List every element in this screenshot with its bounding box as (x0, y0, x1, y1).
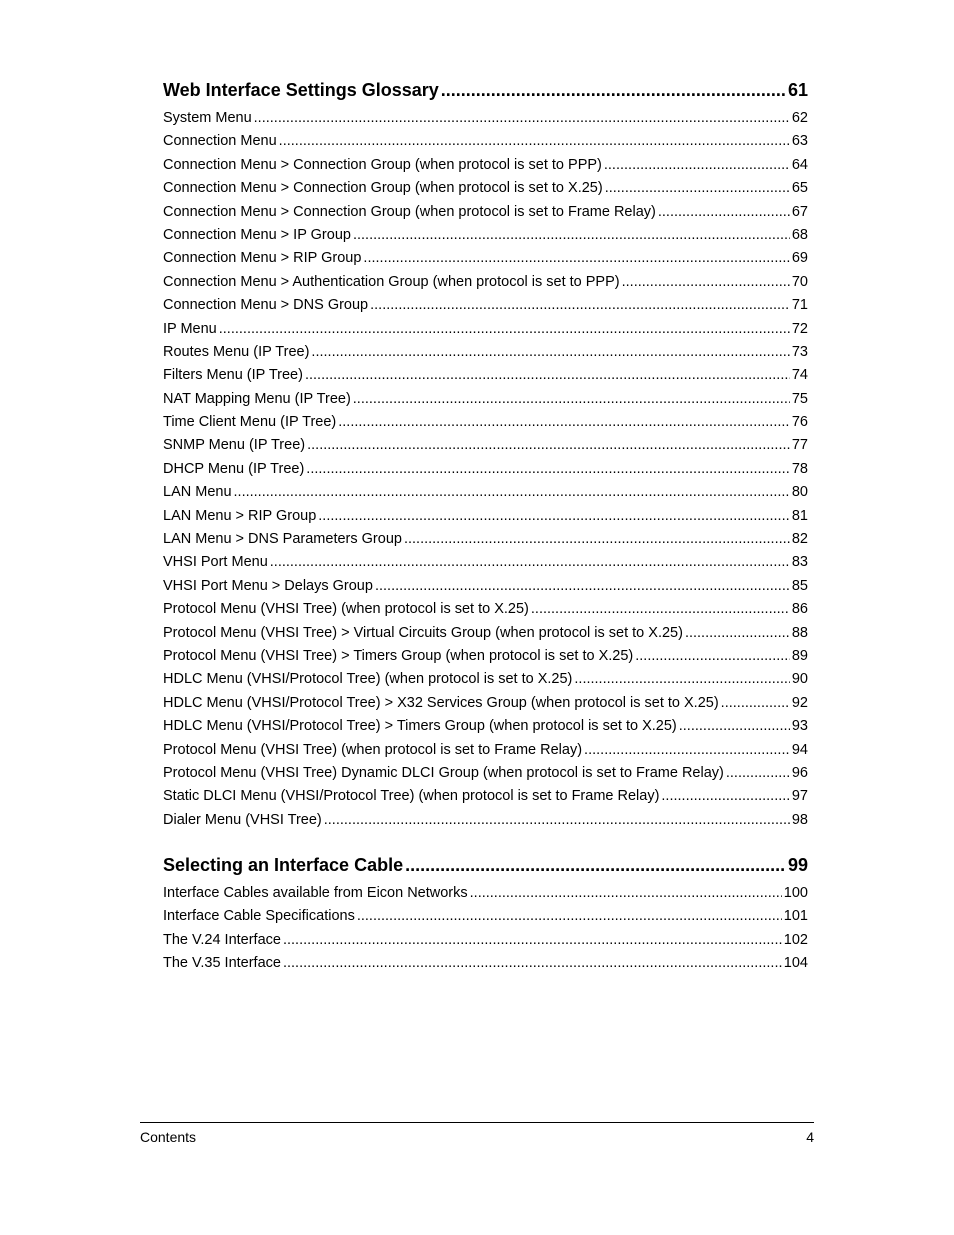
dot-leader (405, 853, 786, 877)
toc-entry[interactable] (163, 952, 808, 975)
toc-entry-page: 69 (791, 250, 808, 267)
toc-entry-page: 96 (791, 764, 808, 781)
toc-entry[interactable] (163, 177, 808, 200)
toc-heading-link[interactable] (163, 853, 808, 877)
dot-leader (685, 622, 790, 645)
toc-entry[interactable] (163, 551, 808, 574)
toc-entry-label: Dialer Menu (VHSI Tree) (163, 811, 322, 828)
toc-entry-label: Connection Menu > IP Group (163, 226, 351, 243)
toc-heading-page: 61 (787, 80, 808, 100)
toc-entry-label: System Menu (163, 110, 252, 126)
dot-leader (375, 575, 790, 598)
toc-entry-label: HDLC Menu (VHSI/Protocol Tree) (when protocol is set to X.25) (163, 671, 573, 688)
footer-section-name: Contents (140, 1129, 197, 1145)
toc-entry-page: 80 (791, 484, 808, 501)
toc-entry-page: 78 (791, 460, 808, 477)
dot-leader (338, 411, 790, 434)
toc-heading-title: Web Interface Settings Glossary (163, 80, 439, 100)
toc-entry-page: 75 (791, 390, 808, 407)
toc-entry-label: LAN Menu (163, 484, 232, 501)
toc-entry-page: 70 (791, 273, 808, 290)
toc-entry[interactable] (163, 154, 808, 177)
dot-leader (370, 294, 790, 317)
toc-entry[interactable] (163, 598, 808, 621)
dot-leader (661, 785, 789, 808)
dot-leader (531, 598, 790, 621)
toc-entry[interactable] (163, 318, 808, 341)
toc-entry[interactable] (163, 528, 808, 551)
toc-entry-label: SNMP Menu (IP Tree) (163, 437, 306, 454)
toc-entry[interactable] (163, 341, 808, 364)
toc-entry-page: 101 (783, 908, 808, 925)
toc-entry-label: Interface Cable Specifications (163, 908, 355, 925)
dot-leader (307, 434, 790, 457)
toc-entry-page: 90 (791, 671, 808, 688)
toc-entry[interactable] (163, 739, 808, 762)
toc-entry-page: 73 (791, 343, 808, 360)
toc-entry-label: DHCP Menu (IP Tree) (163, 460, 305, 477)
toc-entry-page: 81 (791, 507, 808, 524)
dot-leader (363, 247, 789, 270)
toc-entry-label: VHSI Port Menu > Delays Group (163, 577, 373, 594)
toc-entry[interactable] (163, 622, 808, 645)
toc-entry-label: Protocol Menu (VHSI Tree) > Virtual Circuits Group (when protocol is set to X.25) (163, 624, 683, 641)
toc-entry-label: Connection Menu > Connection Group (when protocol is set to Frame Relay) (163, 203, 656, 220)
toc-entry[interactable] (163, 481, 808, 504)
dot-leader (254, 107, 790, 130)
toc-entry[interactable] (163, 411, 808, 434)
dot-leader (357, 905, 782, 928)
toc-entry-label: LAN Menu > RIP Group (163, 507, 317, 524)
toc-entry-label: The V.24 Interface (163, 931, 281, 948)
dot-leader (721, 692, 790, 715)
dot-leader (470, 882, 782, 905)
toc-entry-page: 68 (791, 226, 808, 243)
toc-entry-page: 97 (791, 788, 808, 805)
dot-leader (279, 130, 790, 153)
toc-entry[interactable] (163, 434, 808, 457)
dot-leader (726, 762, 790, 785)
toc-entry-page: 83 (791, 554, 808, 571)
toc-entry-page: 102 (783, 931, 808, 948)
toc-entry[interactable] (163, 294, 808, 317)
toc-entry-page: 93 (791, 718, 808, 735)
footer-page-number: 4 (806, 1129, 814, 1145)
dot-leader (353, 224, 790, 247)
dot-leader (441, 78, 786, 102)
toc-entry-page: 64 (791, 156, 808, 173)
toc-entry-page: 65 (791, 180, 808, 197)
dot-leader (622, 271, 790, 294)
dot-leader (318, 505, 790, 528)
toc-entry-page: 85 (791, 577, 808, 594)
dot-leader (283, 952, 782, 975)
toc-entry[interactable] (163, 107, 808, 130)
toc-entry[interactable] (163, 271, 808, 294)
toc-heading-page: 99 (787, 855, 808, 875)
toc-entry-page: 77 (791, 437, 808, 454)
toc-heading-title: Selecting an Interface Cable (163, 855, 404, 875)
toc-entry-page: 98 (791, 811, 808, 828)
toc-section-interface-cable (163, 853, 808, 976)
toc-entry-label: HDLC Menu (VHSI/Protocol Tree) > X32 Services Group (when protocol is set to X.25) (163, 694, 719, 711)
toc-entry-label: Connection Menu (163, 133, 277, 150)
toc-entry-page: 62 (791, 110, 808, 126)
toc-section-glossary (163, 78, 808, 832)
toc-entry[interactable] (163, 247, 808, 270)
dot-leader (584, 739, 790, 762)
dot-leader (219, 318, 790, 341)
toc-entry-label: Protocol Menu (VHSI Tree) > Timers Group (when protocol is set to X.25) (163, 647, 634, 664)
toc-entry-label: Connection Menu > Authentication Group (when protocol is set to PPP) (163, 273, 620, 290)
toc-entry-page: 104 (783, 955, 808, 972)
toc-entry[interactable] (163, 201, 808, 224)
dot-leader (605, 177, 790, 200)
toc-entry-label: Connection Menu > RIP Group (163, 250, 362, 267)
toc-entry-page: 67 (791, 203, 808, 220)
dot-leader (234, 481, 790, 504)
toc-entry-label: Static DLCI Menu (VHSI/Protocol Tree) (when protocol is set to Frame Relay) (163, 788, 660, 805)
toc-entry-page: 92 (791, 694, 808, 711)
dot-leader (679, 715, 790, 738)
toc-entry-page: 89 (791, 647, 808, 664)
toc-entry[interactable] (163, 715, 808, 738)
toc-entry-label: Protocol Menu (VHSI Tree) (when protocol is set to Frame Relay) (163, 741, 583, 758)
toc-entry[interactable] (163, 668, 808, 691)
toc-entry-label: NAT Mapping Menu (IP Tree) (163, 390, 351, 407)
toc-entry[interactable] (163, 882, 808, 905)
toc-entry-label: LAN Menu > DNS Parameters Group (163, 531, 402, 548)
toc-entry[interactable] (163, 905, 808, 928)
toc-entry-page: 76 (791, 414, 808, 431)
dot-leader (658, 201, 790, 224)
toc-entry-page: 63 (791, 133, 808, 150)
dot-leader (635, 645, 790, 668)
toc-heading-link[interactable] (163, 78, 808, 102)
toc-entry-page: 100 (783, 885, 808, 901)
toc-entry[interactable] (163, 575, 808, 598)
toc-entry-label: Connection Menu > Connection Group (when protocol is set to PPP) (163, 156, 602, 173)
toc-entry-label: Connection Menu > Connection Group (when protocol is set to X.25) (163, 180, 603, 197)
dot-leader (283, 929, 782, 952)
toc-entry-page: 74 (791, 367, 808, 384)
toc-entry-label: Protocol Menu (VHSI Tree) Dynamic DLCI Group (when protocol is set to Frame Relay) (163, 764, 724, 781)
toc-entry[interactable] (163, 645, 808, 668)
page-footer (140, 1122, 814, 1145)
toc-entry[interactable] (163, 809, 808, 832)
toc-entry-label: Time Client Menu (IP Tree) (163, 414, 337, 431)
dot-leader (353, 388, 790, 411)
dot-leader (270, 551, 790, 574)
dot-leader (324, 809, 790, 832)
toc-entry-label: IP Menu (163, 320, 217, 337)
toc-entry-page: 88 (791, 624, 808, 641)
toc-entry-label: VHSI Port Menu (163, 554, 268, 571)
dot-leader (574, 668, 789, 691)
toc-entry-label: Interface Cables available from Eicon Networks (163, 885, 468, 901)
dot-leader (306, 458, 790, 481)
toc-entry[interactable] (163, 224, 808, 247)
toc-entry-label: Protocol Menu (VHSI Tree) (when protocol is set to X.25) (163, 601, 529, 618)
toc-entry[interactable] (163, 762, 808, 785)
toc-entry-label: Routes Menu (IP Tree) (163, 343, 310, 360)
toc-entry[interactable] (163, 505, 808, 528)
toc-entry-label: HDLC Menu (VHSI/Protocol Tree) > Timers Group (when protocol is set to X.25) (163, 718, 677, 735)
toc-entry-page: 94 (791, 741, 808, 758)
toc-entry[interactable] (163, 692, 808, 715)
toc-entry-page: 82 (791, 531, 808, 548)
toc-entry-label: The V.35 Interface (163, 955, 281, 972)
toc-entry-page: 71 (791, 297, 808, 314)
dot-leader (311, 341, 789, 364)
dot-leader (404, 528, 790, 551)
toc-entry[interactable] (163, 364, 808, 387)
toc-entry[interactable] (163, 388, 808, 411)
toc-entry[interactable] (163, 785, 808, 808)
toc-entry-page: 72 (791, 320, 808, 337)
toc-entry[interactable] (163, 130, 808, 153)
dot-leader (305, 364, 790, 387)
toc-entry-label: Filters Menu (IP Tree) (163, 367, 303, 384)
toc-entry[interactable] (163, 458, 808, 481)
toc-entry-label: Connection Menu > DNS Group (163, 297, 369, 314)
toc-entry[interactable] (163, 929, 808, 952)
dot-leader (604, 154, 790, 177)
toc-entry-page: 86 (791, 601, 808, 618)
